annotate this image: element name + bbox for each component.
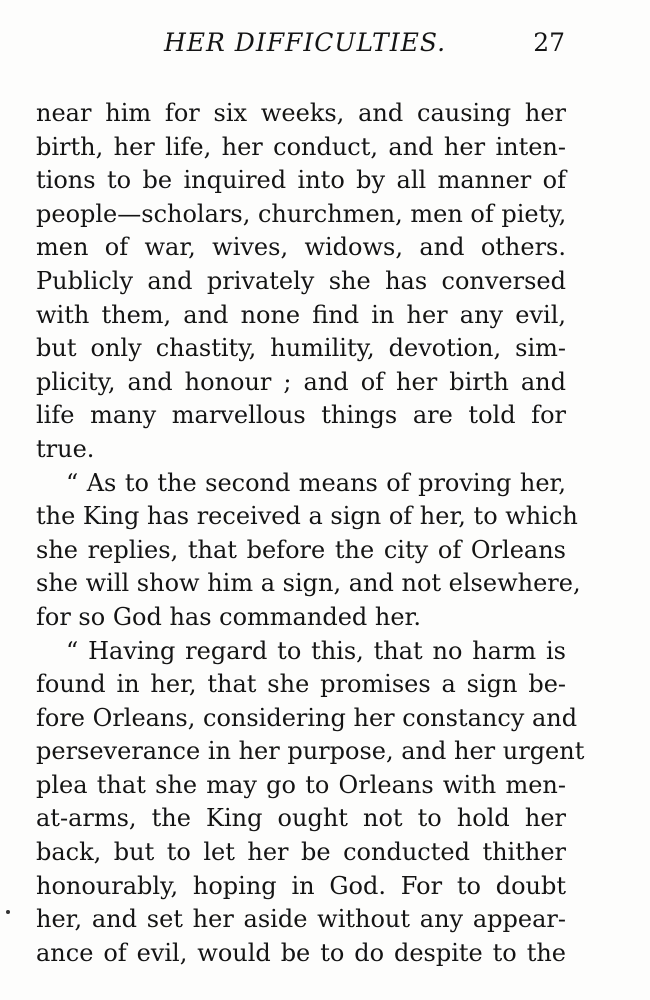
text-line: people—scholars, churchmen, men of piety, [36,199,567,228]
page-number: 27 [533,28,565,57]
body-text [36,97,585,970]
text-line: but only chastity, humility, devotion, sim- [36,334,566,363]
running-title-text: HER DIFFICULTIES. [163,28,447,57]
text-line: tions to be inquired into by all manner of [36,166,566,195]
text-line: life many marvellous things are told for [36,401,566,430]
text-line: Publicly and privately she has conversed [36,266,566,295]
text-line: found in her, that she promises a sign be- [36,670,566,699]
text-line: with them, and none find in her any evil, [36,300,566,329]
text-line: the King has received a sign of her, to which [36,502,578,531]
running-head [0,28,650,68]
text-line: honourably, hoping in God. For to doubt [36,871,566,900]
text-line: she replies, that before the city of Orleans [36,535,566,564]
text-line: back, but to let her be conducted thither [36,838,566,867]
text-line: plea that she may go to Orleans with men- [36,770,566,799]
text-line: she will show him a sign, and not elsewhere, [36,569,581,598]
text-line: at-arms, the King ought not to hold her [36,804,566,833]
margin-speck [6,910,10,914]
text-line: “ As to the second means of proving her, [66,468,566,497]
text-line: for so God has commanded her. [36,602,422,631]
text-line: true. [36,434,95,463]
text-line: perseverance in her purpose, and her urgent [36,737,585,766]
text-line: her, and set her aside without any appear- [36,905,566,934]
text-line: men of war, wives, widows, and others. [36,233,566,262]
text-line: “ Having regard to this, that no harm is [66,636,566,665]
text-line: birth, her life, her conduct, and her inten- [36,132,566,161]
text-line: near him for six weeks, and causing her [36,99,566,127]
text-line: plicity, and honour ; and of her birth and [36,367,566,396]
text-line: fore Orleans, considering her constancy and [36,703,578,732]
text-line: ance of evil, would be to do despite to the [36,938,566,967]
